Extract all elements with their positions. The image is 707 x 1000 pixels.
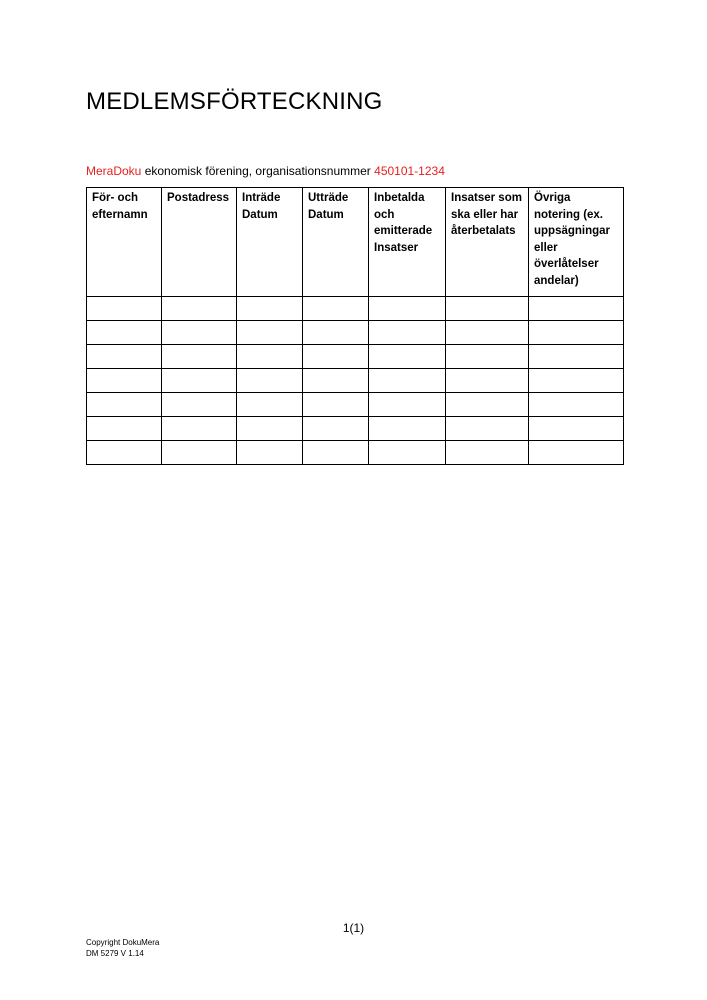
table-cell (369, 441, 446, 465)
header-name: För- och efternamn (87, 188, 162, 297)
table-header-row (87, 188, 624, 297)
table-cell (446, 369, 529, 393)
table-cell (529, 345, 624, 369)
table-cell (303, 297, 369, 321)
header-refunded-contributions: Insatser som ska eller har återbetalats (446, 188, 529, 297)
table-cell (369, 345, 446, 369)
header-address: Postadress (162, 188, 237, 297)
header-entry-date: Inträde Datum (237, 188, 303, 297)
table-cell (237, 345, 303, 369)
table-row (87, 297, 624, 321)
page-number: 1(1) (342, 921, 365, 935)
table-cell (446, 417, 529, 441)
table-cell (529, 393, 624, 417)
table-cell (303, 369, 369, 393)
table-cell (237, 369, 303, 393)
table-cell (529, 297, 624, 321)
table-cell (87, 417, 162, 441)
table-cell (529, 369, 624, 393)
table-cell (162, 321, 237, 345)
table-cell (162, 417, 237, 441)
table-cell (162, 345, 237, 369)
organization-line (86, 164, 445, 178)
table-cell (303, 345, 369, 369)
table-cell (87, 369, 162, 393)
table-cell (303, 441, 369, 465)
table-cell (303, 393, 369, 417)
organization-number: 450101-1234 (374, 164, 445, 178)
table-cell (303, 417, 369, 441)
table-cell (162, 297, 237, 321)
table-cell (369, 297, 446, 321)
table-cell (369, 417, 446, 441)
table-body (87, 297, 624, 465)
table-row (87, 321, 624, 345)
table-cell (529, 321, 624, 345)
table-cell (162, 393, 237, 417)
footer (86, 937, 159, 959)
table-cell (529, 441, 624, 465)
table-cell (87, 297, 162, 321)
table-cell (162, 441, 237, 465)
table-row (87, 345, 624, 369)
table-cell (446, 297, 529, 321)
table-cell (87, 321, 162, 345)
table-cell (87, 345, 162, 369)
table-row (87, 441, 624, 465)
table-cell (369, 321, 446, 345)
table-cell (303, 321, 369, 345)
table-cell (369, 393, 446, 417)
table-row (87, 417, 624, 441)
table-cell (87, 393, 162, 417)
company-name: MeraDoku (86, 164, 142, 178)
table-cell (237, 417, 303, 441)
table-cell (237, 321, 303, 345)
table-cell (237, 441, 303, 465)
table-cell (446, 345, 529, 369)
table-cell (446, 441, 529, 465)
table-cell (446, 393, 529, 417)
header-exit-date: Utträde Datum (303, 188, 369, 297)
table-row (87, 369, 624, 393)
table-cell (87, 441, 162, 465)
table-cell (529, 417, 624, 441)
organization-text: ekonomisk förening, organisationsnummer (141, 164, 375, 178)
member-register-table (86, 187, 624, 465)
footer-version: DM 5279 V 1.14 (86, 949, 144, 958)
footer-copyright: Copyright DokuMera (86, 938, 160, 947)
table-cell (162, 369, 237, 393)
table-cell (369, 369, 446, 393)
table-cell (237, 393, 303, 417)
document-title: MEDLEMSFÖRTECKNING (86, 88, 383, 115)
table-cell (446, 321, 529, 345)
table-row (87, 393, 624, 417)
header-other-notes: Övriga notering (ex. uppsägningar eller överlåtelser andelar) (529, 188, 624, 297)
table-cell (237, 297, 303, 321)
header-paid-contributions: Inbetalda och emitterade Insatser (369, 188, 446, 297)
